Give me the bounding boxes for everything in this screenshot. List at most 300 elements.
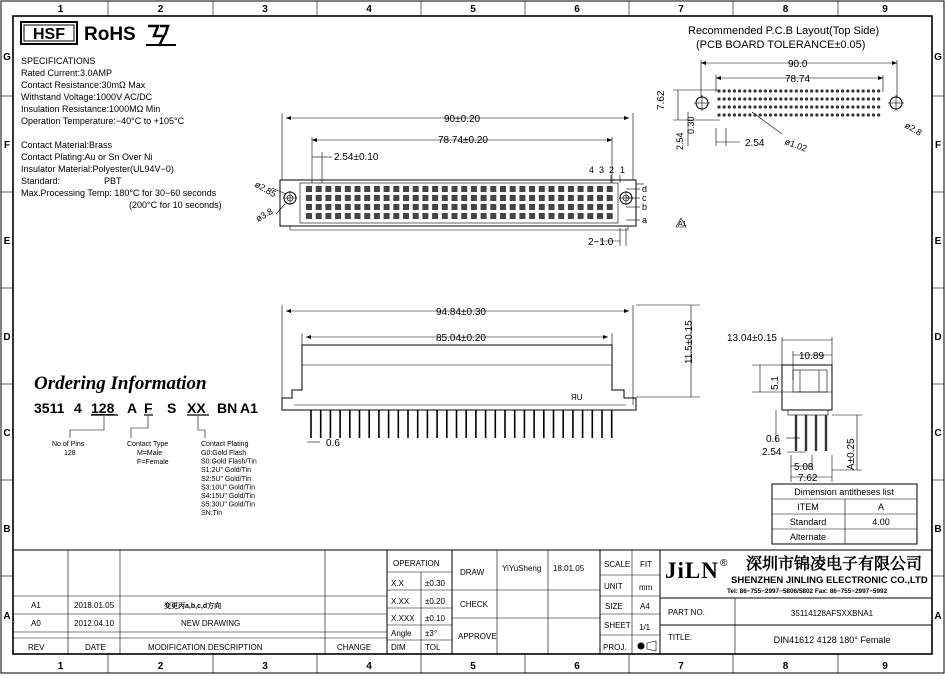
pcb-hole <box>717 105 720 108</box>
pcb-hole <box>810 97 813 100</box>
contact-cavity <box>597 213 603 219</box>
plating-option: S3:10U" Gold/Tin <box>201 484 255 492</box>
contact-cavity <box>481 195 487 201</box>
contact-cavity <box>413 195 419 201</box>
spec-operation-temp: Operation Temperature:−40°C to +105°C <box>21 116 185 126</box>
plating-option: S4:15U" Gold/Tin <box>201 493 255 500</box>
top-dim-spacing: 2−1.0 <box>588 237 614 248</box>
top-dim-38: ø3.8 <box>254 206 275 224</box>
column-marker: 2 <box>157 4 164 15</box>
contact-cavity <box>519 204 525 210</box>
contact-cavity <box>364 213 370 219</box>
pcb-hole <box>790 97 793 100</box>
pcb-hole <box>728 89 731 92</box>
pcb-hole <box>759 105 762 108</box>
pcb-hole <box>774 97 777 100</box>
contact-cavity <box>452 213 458 219</box>
projection-symbol-icon <box>638 641 657 651</box>
contact-cavity <box>549 186 555 192</box>
contact-cavity <box>393 213 399 219</box>
front-dim-pin: 0.6 <box>326 438 340 449</box>
pcb-hole <box>738 105 741 108</box>
contact-cavity <box>519 213 525 219</box>
pcb-hole <box>820 113 823 116</box>
contact-cavity <box>403 186 409 192</box>
column-marker: 8 <box>782 661 789 672</box>
sheet-label: SHEET <box>604 621 631 630</box>
pcb-hole <box>795 97 798 100</box>
pcb-hole <box>851 89 854 92</box>
tol-key: X.XXX <box>391 614 415 623</box>
contact-cavity <box>510 195 516 201</box>
contact-cavity <box>452 186 458 192</box>
contact-cavity <box>442 213 448 219</box>
part-code-plating: XX <box>187 400 206 416</box>
pcb-hole <box>800 113 803 116</box>
pcb-hole <box>831 113 834 116</box>
contact-cavity <box>578 195 584 201</box>
contact-cavity <box>461 186 467 192</box>
row-marker: G <box>934 52 942 63</box>
column-marker: 6 <box>574 661 580 672</box>
part-code-type-a: A <box>127 400 138 416</box>
pcb-hole <box>728 105 731 108</box>
pcb-hole <box>748 105 751 108</box>
pcb-hole <box>805 113 808 116</box>
top-dim-pitch-span: 78.74±0.20 <box>438 135 488 146</box>
plating-option: S5:30U" Gold/Tin <box>201 501 255 509</box>
contact-cavity <box>490 204 496 210</box>
pcb-hole <box>738 97 741 100</box>
svg-text:A1: A1 <box>678 221 687 228</box>
pcb-hole <box>753 89 756 92</box>
pcb-layout <box>656 25 924 154</box>
pcb-hole <box>717 89 720 92</box>
pcb-hole <box>810 113 813 116</box>
side-dim-254: 2.54 <box>762 447 782 458</box>
row-marker: F <box>934 140 942 151</box>
contact-cavity <box>384 195 390 201</box>
pcb-hole <box>815 97 818 100</box>
contact-cavity <box>558 195 564 201</box>
contact-cavity <box>335 195 341 201</box>
pcb-hole <box>831 97 834 100</box>
pcb-hole <box>764 89 767 92</box>
contact-cavity <box>490 186 496 192</box>
pcb-hole <box>733 97 736 100</box>
contact-cavity <box>500 186 506 192</box>
pcb-hole <box>779 97 782 100</box>
contact-cavity-grid <box>306 186 613 219</box>
contact-type-m: M=Male <box>137 450 163 457</box>
ordering-title: Ordering Information <box>34 373 207 394</box>
contact-cavity <box>471 213 477 219</box>
side-dim-06: 0.6 <box>766 434 780 445</box>
contact-cavity <box>587 186 593 192</box>
scale-label: SCALE <box>604 560 631 569</box>
pcb-hole <box>856 105 859 108</box>
part-code-rows: 4 <box>74 400 82 416</box>
unit-value: mm <box>639 583 653 592</box>
pcb-hole <box>784 105 787 108</box>
pcb-hole <box>862 89 865 92</box>
contact-cavity <box>510 186 516 192</box>
pcb-hole <box>784 89 787 92</box>
pcb-hole <box>820 97 823 100</box>
contact-cavity <box>578 186 584 192</box>
spec-standard-label: Standard: <box>21 176 61 186</box>
column-marker: 4 <box>366 661 372 672</box>
rev-cell: A1 <box>31 601 41 610</box>
pcb-hole <box>800 105 803 108</box>
size-label: SIZE <box>605 602 623 611</box>
pcb-hole <box>779 113 782 116</box>
pcb-hole <box>872 113 875 116</box>
pcb-dim-mount: ø2.8 <box>903 120 924 138</box>
contact-cavity <box>568 186 574 192</box>
column-marker: 4 <box>366 4 372 15</box>
contact-cavity <box>568 213 574 219</box>
column-marker: 1 <box>57 4 64 15</box>
dim-table-header-item: ITEM <box>797 502 819 512</box>
column-marker: 9 <box>882 661 888 672</box>
title-label: TITLE: <box>668 633 693 642</box>
contact-cavity <box>374 204 380 210</box>
pcb-hole <box>851 105 854 108</box>
unit-label: UNIT <box>604 582 623 591</box>
part-code-pins: 128 <box>91 400 115 416</box>
contact-cavity <box>471 204 477 210</box>
spec-contact-resistance: Contact Resistance:30mΩ Max <box>21 80 146 90</box>
contact-cavity <box>316 195 322 201</box>
contact-cavity <box>568 204 574 210</box>
jiln-logo: JiLN <box>665 558 719 583</box>
pcb-hole <box>759 89 762 92</box>
contact-cavity <box>539 204 545 210</box>
pcb-hole <box>779 89 782 92</box>
column-marker: 3 <box>262 4 268 15</box>
contact-cavity <box>413 204 419 210</box>
contact-cavity <box>519 186 525 192</box>
pcb-hole <box>867 89 870 92</box>
column-marker: 8 <box>782 4 789 15</box>
spec-processing-temp: Max.Processing Temp: 180°C for 30−60 seconds <box>21 188 217 198</box>
part-no-label: PART NO. <box>668 608 705 617</box>
contact-cavity <box>422 186 428 192</box>
pcb-dim-hole: ø1.02 <box>783 136 809 154</box>
pcb-hole <box>826 97 829 100</box>
rohs-logo: RoHS <box>84 24 136 45</box>
contact-cavity <box>587 204 593 210</box>
part-code-bn: BN <box>217 400 238 416</box>
draw-date: 18.01.05 <box>553 564 585 573</box>
contact-cavity <box>364 195 370 201</box>
pcb-hole <box>862 105 865 108</box>
pcb-hole <box>717 113 720 116</box>
contact-cavity <box>549 204 555 210</box>
row-marker: B <box>934 524 942 535</box>
contact-cavity <box>306 204 312 210</box>
contact-cavity <box>529 213 535 219</box>
contact-cavity <box>519 195 525 201</box>
side-pin <box>805 415 807 451</box>
pcb-hole <box>815 113 818 116</box>
column-marker: 5 <box>470 4 476 15</box>
contact-cavity <box>529 204 535 210</box>
contact-cavity <box>500 195 506 201</box>
date-header: DATE <box>85 643 106 652</box>
pcb-hole <box>733 89 736 92</box>
column-label: 2 <box>609 165 615 175</box>
pcb-hole <box>820 105 823 108</box>
side-dim-width: 13.04±0.15 <box>727 333 777 344</box>
pcb-hole <box>728 113 731 116</box>
contact-cavity <box>442 186 448 192</box>
tol-value: ±0.30 <box>425 579 445 588</box>
rev-cell: A0 <box>31 619 41 628</box>
connector-top-view <box>253 113 687 248</box>
row-label: b <box>642 202 648 212</box>
change-header: CHANGE <box>337 643 372 652</box>
tol-key: X.X <box>391 579 404 588</box>
contact-cavity <box>306 195 312 201</box>
contact-cavity <box>413 213 419 219</box>
row-marker: A <box>934 611 942 622</box>
pins-label: No.of Pins <box>52 441 85 448</box>
pcb-hole <box>790 105 793 108</box>
pcb-dim-030: 0.30 <box>686 116 696 134</box>
tol-value: ±0.10 <box>425 614 445 623</box>
pcb-hole-grid <box>717 89 880 116</box>
side-dim-762: 7.62 <box>798 473 818 484</box>
contact-cavity <box>481 204 487 210</box>
contact-cavity <box>335 213 341 219</box>
contact-cavity <box>558 213 564 219</box>
dim-table-title: Dimension antitheses list <box>794 487 894 497</box>
pcb-hole <box>769 113 772 116</box>
column-label: 3 <box>599 165 605 175</box>
contact-cavity <box>578 204 584 210</box>
dim-table-cell: Standard <box>789 517 827 527</box>
pcb-hole <box>769 105 772 108</box>
pcb-hole <box>753 97 756 100</box>
pcb-hole <box>774 113 777 116</box>
contact-cavity <box>325 204 331 210</box>
top-dim-overall: 90±0.20 <box>444 114 481 125</box>
plating-option: S2:5U" Gold/Tin <box>201 475 252 483</box>
connector-side-view <box>727 333 862 484</box>
contact-cavity <box>442 195 448 201</box>
company-name-cn: 深圳市锦凌电子有限公司 <box>746 556 923 573</box>
contact-cavity <box>345 204 351 210</box>
side-pin <box>825 415 827 451</box>
pcb-hole <box>805 89 808 92</box>
row-marker: F <box>3 140 11 151</box>
pcb-hole <box>877 89 880 92</box>
contact-cavity <box>355 204 361 210</box>
contact-type-label: Contact Type <box>127 441 169 448</box>
tol-operation: OPERATION <box>393 559 440 568</box>
contact-cavity <box>364 204 370 210</box>
pcb-hole <box>743 105 746 108</box>
pcb-hole <box>841 113 844 116</box>
pcb-hole <box>810 89 813 92</box>
draw-label: DRAW <box>460 568 485 577</box>
pcb-hole <box>717 97 720 100</box>
pcb-hole <box>748 97 751 100</box>
pcb-hole <box>743 89 746 92</box>
pcb-hole <box>826 89 829 92</box>
spec-standard-value: PBT <box>104 176 122 186</box>
pcb-hole <box>872 105 875 108</box>
row-labels <box>626 184 647 225</box>
column-label: 4 <box>589 165 595 175</box>
contact-cavity <box>355 195 361 201</box>
pcb-hole <box>784 113 787 116</box>
contact-cavity <box>558 186 564 192</box>
pcb-hole <box>774 105 777 108</box>
pcb-hole <box>738 89 741 92</box>
spec-heading: SPECIFICATIONS <box>21 56 96 66</box>
pcb-hole <box>846 89 849 92</box>
contact-cavity <box>597 204 603 210</box>
registered-mark: ® <box>720 558 728 569</box>
contact-cavity <box>355 186 361 192</box>
approve-label: APPROVE <box>458 632 497 641</box>
spec-contact-plating: Contact Plating:Au or Sn Over Ni <box>21 152 153 162</box>
pcb-hole <box>769 89 772 92</box>
contact-cavity <box>578 213 584 219</box>
contact-cavity <box>597 195 603 201</box>
pcb-hole <box>800 97 803 100</box>
contact-cavity <box>432 213 438 219</box>
contact-cavity <box>335 204 341 210</box>
contact-cavity <box>325 213 331 219</box>
part-code-rev: A1 <box>240 400 258 416</box>
pcb-hole <box>738 113 741 116</box>
plating-option: S1:2U" Gold/Tin <box>201 467 252 475</box>
contact-cavity <box>432 204 438 210</box>
spec-contact-material: Contact Material:Brass <box>21 140 113 150</box>
sheet-value: 1/1 <box>639 623 651 632</box>
front-dim-height: 11.5±0.15 <box>684 320 695 364</box>
pcb-hole <box>867 113 870 116</box>
contact-cavity <box>607 186 613 192</box>
pcb-hole <box>748 113 751 116</box>
pcb-hole <box>723 97 726 100</box>
tol-key: DIM <box>391 643 406 652</box>
row-marker: D <box>934 332 942 343</box>
desc-cell: 变更丙a,b,c,d方向 <box>164 603 222 610</box>
column-marker: 7 <box>678 661 684 672</box>
pcb-hole <box>836 89 839 92</box>
svg-text:HSF: HSF <box>33 26 65 43</box>
contact-cavity <box>510 204 516 210</box>
ordering-information <box>34 373 258 517</box>
pcb-hole <box>846 97 849 100</box>
contact-cavity <box>355 213 361 219</box>
pcb-hole <box>877 97 880 100</box>
pcb-hole <box>836 113 839 116</box>
pcb-hole <box>856 113 859 116</box>
pcb-hole <box>851 97 854 100</box>
contact-cavity <box>403 195 409 201</box>
contact-cavity <box>607 213 613 219</box>
pcb-hole <box>846 105 849 108</box>
column-marker: 2 <box>157 661 164 672</box>
tol-key: X.XX <box>391 597 410 606</box>
contact-cavity <box>607 195 613 201</box>
front-dim-inner: 85.04±0.20 <box>436 333 486 344</box>
pcb-hole <box>862 113 865 116</box>
pcb-hole <box>856 97 859 100</box>
date-cell: 2012.04.10 <box>74 619 115 628</box>
contact-cavity <box>345 186 351 192</box>
contact-cavity <box>587 195 593 201</box>
pcb-hole <box>815 105 818 108</box>
pcb-hole <box>826 113 829 116</box>
pcb-hole <box>867 105 870 108</box>
contact-cavity <box>549 195 555 201</box>
pcb-dim-762: 7.62 <box>656 90 667 110</box>
contact-cavity <box>500 204 506 210</box>
spec-insulator-material: Insulator Material:Polyester(UL94V−0) <box>21 164 174 174</box>
date-cell: 2018.01.05 <box>74 601 115 610</box>
side-dim-51: 5.1 <box>770 376 781 390</box>
part-code-contact: F <box>144 400 153 416</box>
contact-cavity <box>393 195 399 201</box>
spec-insulation-resistance: Insulation Resistance:1000MΩ Min <box>21 104 161 114</box>
contact-cavity <box>539 195 545 201</box>
hsf-logo <box>21 22 77 44</box>
contact-cavity <box>306 186 312 192</box>
contact-cavity <box>529 186 535 192</box>
title-value: DIN41612 4128 180° Female <box>773 635 891 645</box>
contact-cavity <box>345 213 351 219</box>
contact-cavity <box>568 195 574 201</box>
contact-type-f: F=Female <box>137 459 169 466</box>
pcb-dim-254v: 2.54 <box>675 132 685 150</box>
side-dim-a: A±0.25 <box>846 438 857 470</box>
scale-value: FIT <box>640 560 652 569</box>
title-block <box>13 550 932 654</box>
pcb-hole <box>862 97 865 100</box>
contact-cavity <box>471 195 477 201</box>
pcb-hole <box>779 105 782 108</box>
pcb-hole <box>851 113 854 116</box>
contact-cavity <box>374 195 380 201</box>
contact-cavity <box>510 213 516 219</box>
contact-cavity <box>422 213 428 219</box>
contact-cavity <box>403 204 409 210</box>
pcb-dim-78: 78.74 <box>785 74 811 85</box>
dim-table-cell: Alternate <box>789 532 827 542</box>
pcb-hole <box>872 89 875 92</box>
pcb-title: Recommended P.C.B Layout(Top Side) <box>688 25 880 37</box>
ul-mark-icon <box>146 26 176 46</box>
front-pin-row <box>311 410 612 438</box>
part-code-prefix: 3511 <box>34 400 65 416</box>
contact-cavity <box>597 186 603 192</box>
pcb-hole <box>764 113 767 116</box>
plating-option: SN:Tin <box>201 510 223 518</box>
contact-cavity <box>316 204 322 210</box>
row-marker: A <box>3 611 11 622</box>
pcb-hole <box>795 105 798 108</box>
column-marker: 5 <box>470 661 476 672</box>
contact-cavity <box>490 195 496 201</box>
pcb-hole <box>810 105 813 108</box>
